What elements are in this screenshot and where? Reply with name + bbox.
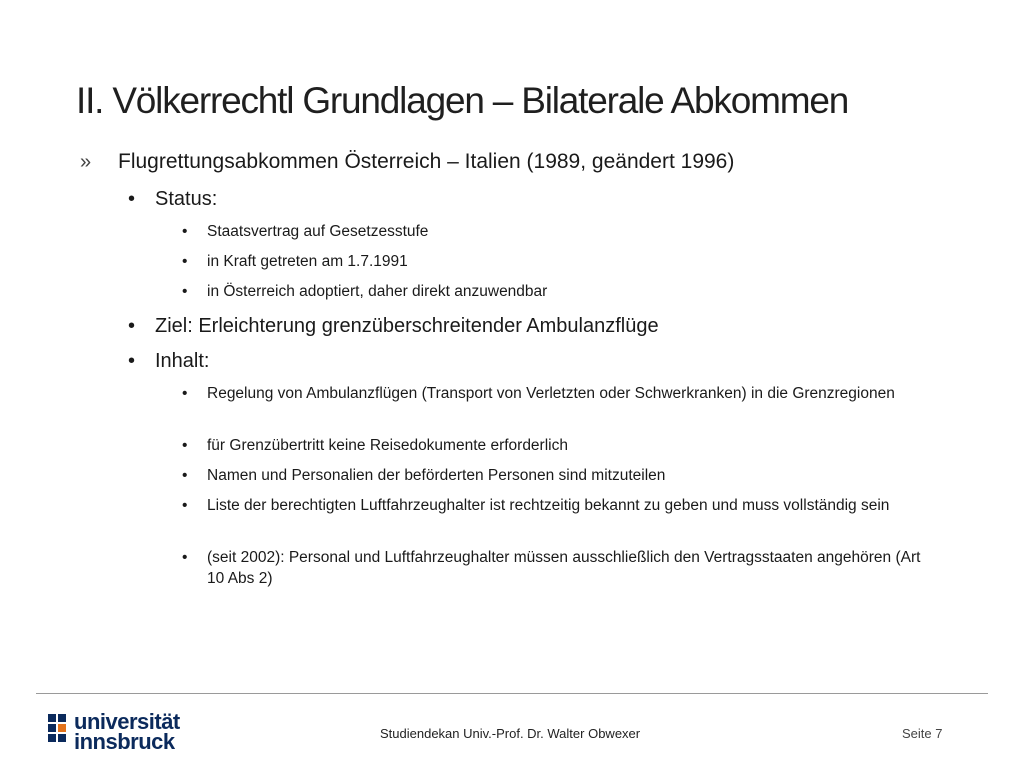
list-item: [182, 435, 922, 456]
bullet: •: [128, 315, 136, 337]
university-logo: [48, 709, 208, 754]
list-item-text: Regelung von Ambulanzflügen (Transport von Verletzten oder Schwerkranken) in die Grenzregionen: [207, 385, 895, 402]
logo-text: [74, 709, 180, 754]
bullet: •: [182, 467, 188, 484]
list-item: [182, 221, 922, 242]
list-item-text: für Grenzübertritt keine Reisedokumente erforderlich: [207, 437, 568, 454]
bullet: •: [128, 350, 136, 372]
list-item: [182, 465, 922, 486]
list-item: [182, 547, 922, 589]
page-number: Seite 7: [902, 726, 943, 741]
list-item-text: in Österreich adoptiert, daher direkt anzuwendbar: [207, 283, 548, 300]
bullet: •: [128, 188, 136, 210]
footer-divider: [36, 693, 988, 694]
list-item-text: Staatsvertrag auf Gesetzesstufe: [207, 223, 429, 240]
inhalt-label: Inhalt:: [155, 350, 210, 372]
level1-text: Flugrettungsabkommen Österreich – Italien (1989, geändert 1996): [118, 150, 735, 173]
bullet: •: [182, 549, 188, 566]
bullet: •: [182, 253, 188, 270]
footer-author: Studiendekan Univ.-Prof. Dr. Walter Obwexer: [380, 726, 641, 741]
list-item-text: (seit 2002): Personal und Luftfahrzeughalter müssen ausschließlich den Vertragsstaaten angehören (Art 10 Abs 2): [207, 549, 921, 587]
list-item: [182, 495, 922, 516]
bullet: •: [182, 437, 188, 454]
logo-line-2: innsbruck: [74, 729, 175, 754]
ziel-label: Ziel: Erleichterung grenzüberschreitender Ambulanzflüge: [155, 315, 659, 337]
list-item-text: in Kraft getreten am 1.7.1991: [207, 253, 408, 270]
list-item: [182, 251, 922, 272]
bullet: •: [182, 283, 188, 300]
logo-line-1: universität: [74, 709, 180, 734]
list-item: [182, 383, 922, 404]
logo-mark-icon: [48, 714, 67, 750]
bullet: •: [182, 385, 188, 402]
slide-title: II. Völkerrechtl Grundlagen – Bilaterale Abkommen: [76, 80, 849, 121]
bullet: •: [182, 223, 188, 240]
list-item-text: Liste der berechtigten Luftfahrzeughalter ist rechtzeitig bekannt zu geben und muss vollständig sein: [207, 497, 890, 514]
list-item-text: Namen und Personalien der beförderten Personen sind mitzuteilen: [207, 467, 666, 484]
bullet: •: [182, 497, 188, 514]
status-label: Status:: [155, 188, 218, 210]
guillemet-marker: »: [80, 151, 92, 173]
list-item: [182, 281, 922, 302]
